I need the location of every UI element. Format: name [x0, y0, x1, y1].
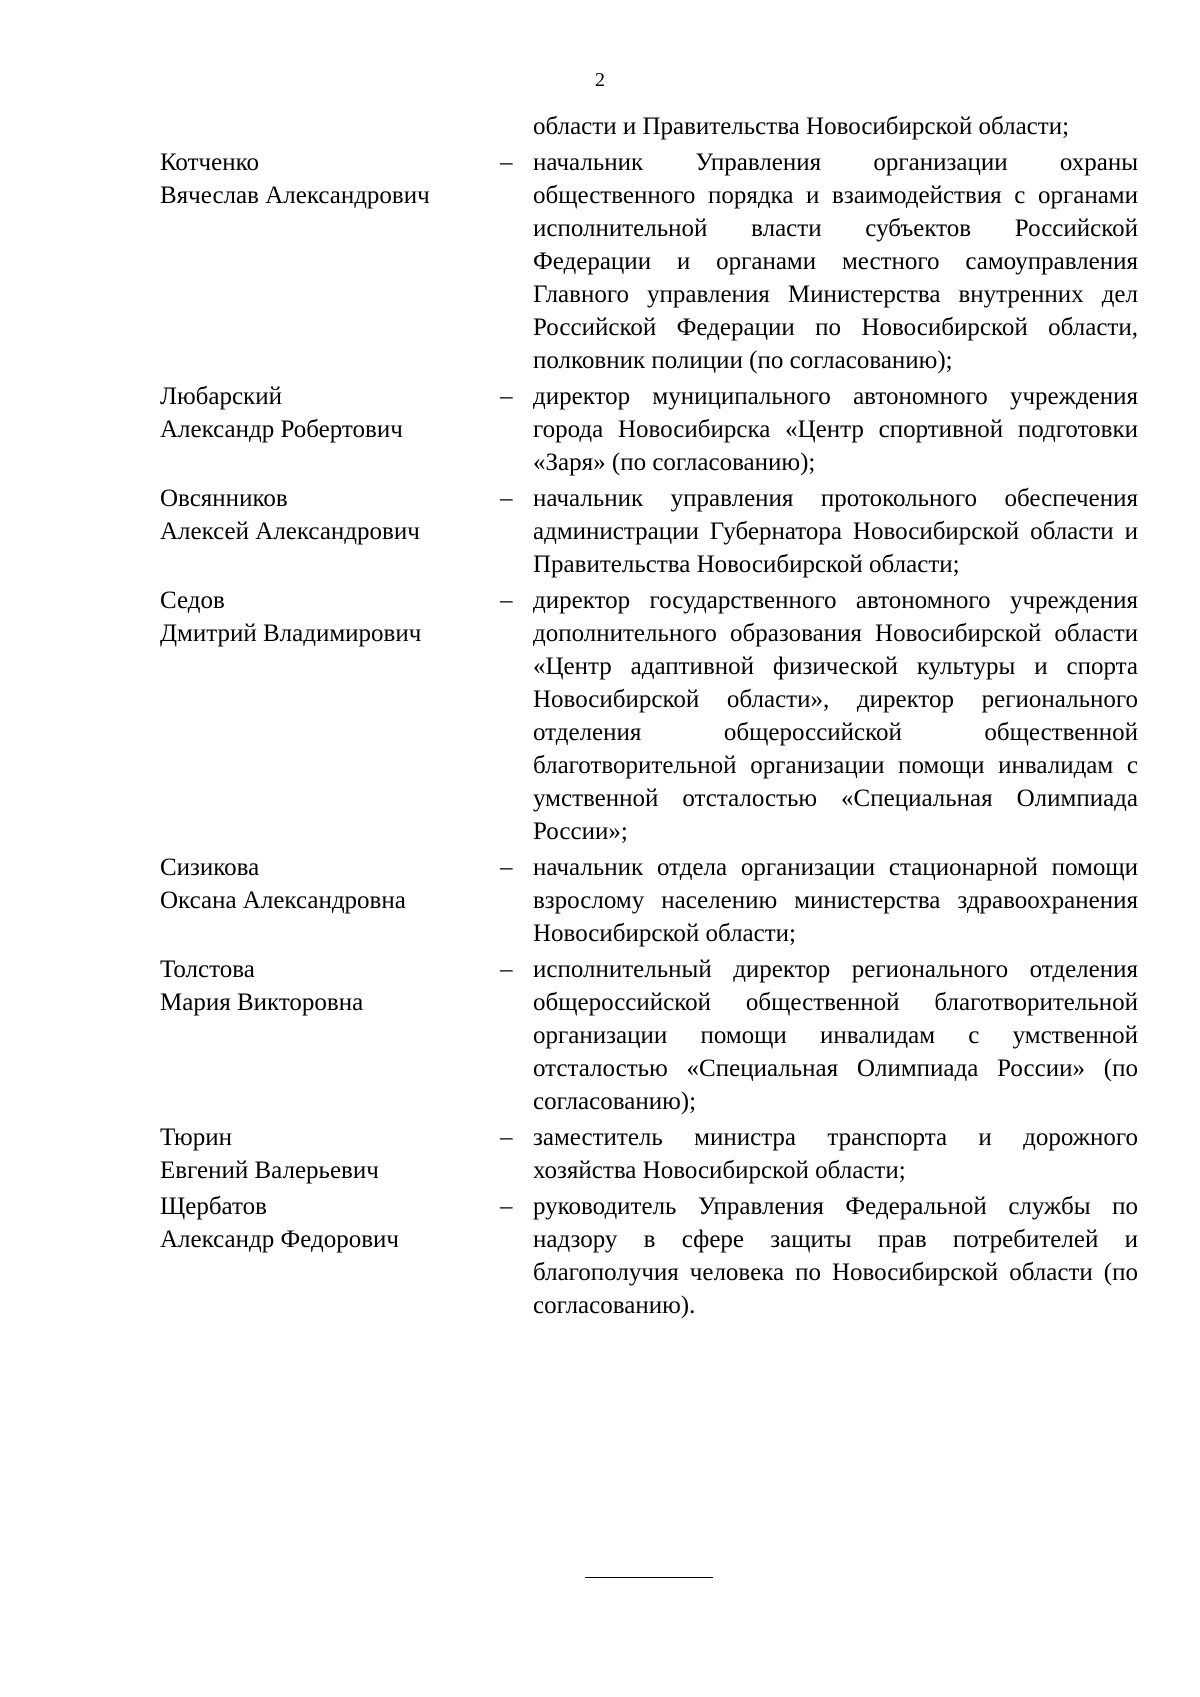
member-name [160, 146, 480, 212]
member-position: руководитель Управления Федеральной службы по надзору в сфере защиты прав потребителей и благополучия человека по Новосибирской области (по согласованию). [533, 1193, 1138, 1319]
member-given-names: Дмитрий Владимирович [160, 620, 422, 647]
dash-separator: – [500, 1193, 513, 1220]
dash-separator: – [500, 956, 513, 983]
member-row-sizikova [0, 851, 1200, 950]
member-name [160, 953, 480, 1019]
member-name [160, 851, 480, 917]
dash-separator: – [500, 485, 513, 512]
member-row-tolstova [0, 953, 1200, 1118]
member-row-ovsyannikov [0, 482, 1200, 581]
member-surname: Котченко [160, 149, 259, 176]
member-surname: Щербатов [160, 1193, 267, 1220]
member-surname: Толстова [160, 956, 255, 983]
dash-separator: – [500, 1124, 513, 1151]
member-name [160, 380, 480, 446]
member-row-shcherbatov [0, 1190, 1200, 1322]
member-position: заместитель министра транспорта и дорожного хозяйства Новосибирской области; [533, 1124, 1138, 1184]
member-given-names: Алексей Александрович [160, 518, 420, 545]
member-given-names: Евгений Валерьевич [160, 1157, 379, 1184]
member-row-sedov [0, 584, 1200, 848]
member-position: директор муниципального автономного учреждения города Новосибирска «Центр спортивной подготовки «Заря» (по согласованию); [533, 383, 1138, 476]
member-name [160, 584, 480, 650]
member-surname: Любарский [160, 383, 282, 410]
member-position: директор государственного автономного учреждения дополнительного образования Новосибирской области «Центр адаптивной физической культуры и спорта Новосибирской области», директор регионального отделения общероссийской общественной благотворительной организации помощи инвалидам с умственной отсталостью «Специальная Олимпиада России»; [533, 587, 1138, 845]
member-row-kotchenko [0, 146, 1200, 377]
member-name [160, 1190, 480, 1256]
continuation-text: области и Правительства Новосибирской области; [533, 113, 1070, 140]
member-position: начальник управления протокольного обеспечения администрации Губернатора Новосибирской области и Правительства Новосибирской области; [533, 485, 1138, 578]
member-name [160, 1121, 480, 1187]
member-surname: Сизикова [160, 854, 260, 881]
member-position: начальник Управления организации охраны общественного порядка и взаимодействия с органами исполнительной власти субъектов Российской Федерации и органами местного самоуправления Главного управления Министерства внутренних дел Российской Федерации по Новосибирской области, полковник полиции (по согласованию); [533, 149, 1138, 374]
member-row-lyubarsky [0, 380, 1200, 479]
dash-separator: – [500, 587, 513, 614]
member-surname: Тюрин [160, 1124, 232, 1151]
member-given-names: Оксана Александровна [160, 887, 406, 914]
member-name [160, 482, 480, 548]
dash-separator: – [500, 383, 513, 410]
page-number: 2 [595, 69, 605, 91]
member-given-names: Мария Викторовна [160, 989, 364, 1016]
member-row-tyurin [0, 1121, 1200, 1187]
dash-separator: – [500, 149, 513, 176]
commission-members-list [0, 110, 1200, 1322]
continuation-row [0, 110, 1200, 143]
end-of-document-rule [585, 1577, 713, 1578]
member-given-names: Вячеслав Александрович [160, 182, 430, 209]
member-surname: Седов [160, 587, 225, 614]
member-given-names: Александр Робертович [160, 416, 403, 443]
dash-separator: – [500, 854, 513, 881]
member-given-names: Александр Федорович [160, 1226, 399, 1253]
member-position: начальник отдела организации стационарной помощи взрослому населению министерства здравоохранения Новосибирской области; [533, 854, 1138, 947]
member-position: исполнительный директор регионального отделения общероссийской общественной благотворительной организации помощи инвалидам с умственной отсталостью «Специальная Олимпиада России» (по согласованию); [533, 956, 1138, 1115]
member-surname: Овсянников [160, 485, 288, 512]
